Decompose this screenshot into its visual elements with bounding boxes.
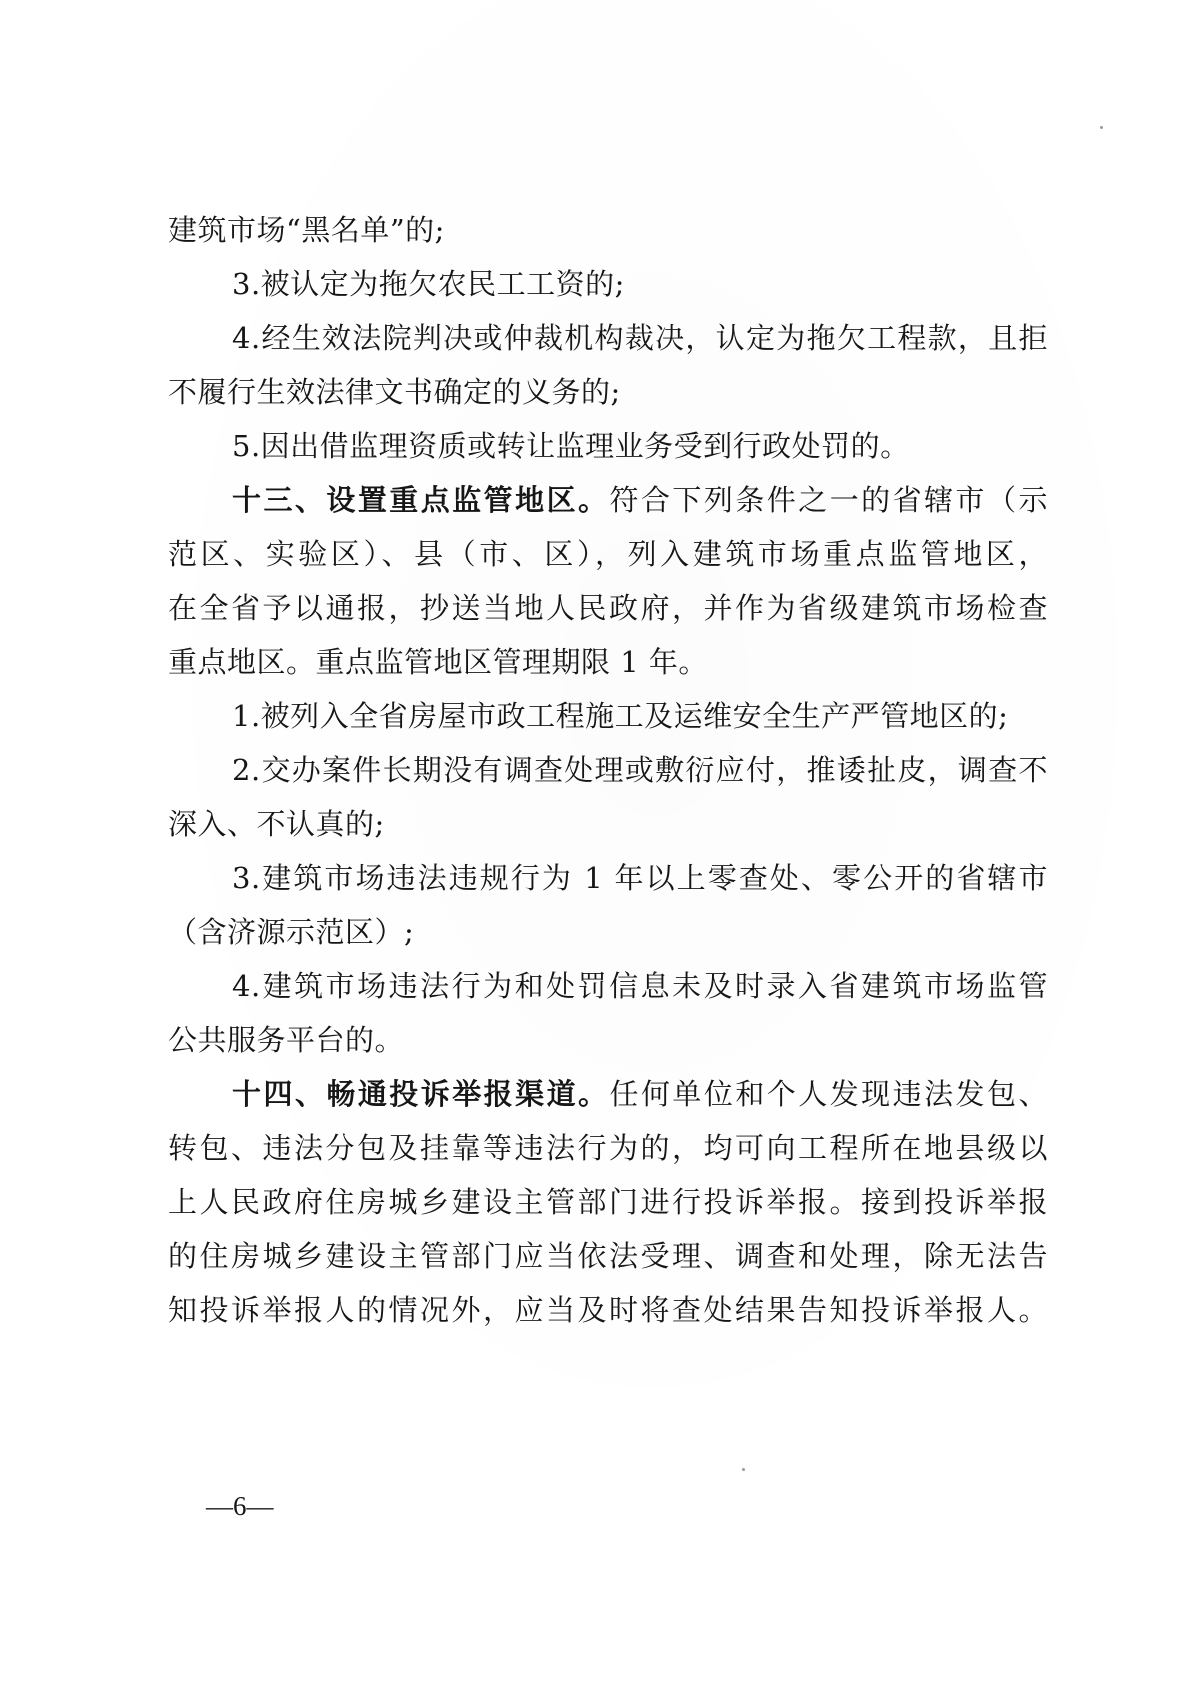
list-item: 3.建筑市场违法违规行为 1 年以上零查处、零公开的省辖市 bbox=[232, 861, 1048, 895]
body-line: 范区、实验区）、县（市、区），列入建筑市场重点监管地区， bbox=[168, 537, 1048, 571]
heading-13-text: 符合下列条件之一的省辖市（示 bbox=[609, 483, 1048, 517]
body-line: 的住房城乡建设主管部门应当依法受理、调查和处理，除无法告 bbox=[168, 1239, 1048, 1273]
list-item: 4.经生效法院判决或仲裁机构裁决，认定为拖欠工程款，且拒 bbox=[232, 321, 1048, 355]
body-line: 上人民政府住房城乡建设主管部门进行投诉举报。接到投诉举报 bbox=[168, 1185, 1048, 1219]
heading-13-title: 十三、设置重点监管地区。 bbox=[232, 483, 610, 517]
body-line: 重点地区。重点监管地区管理期限 1 年。 bbox=[168, 645, 708, 679]
body-line: 不履行生效法律文书确定的义务的; bbox=[168, 375, 621, 409]
body-line: （含济源示范区）; bbox=[168, 915, 415, 949]
heading-14-text: 任何单位和个人发现违法发包、 bbox=[609, 1077, 1048, 1111]
list-item: 1.被列入全省房屋市政工程施工及运维安全生产严管地区的; bbox=[232, 699, 1009, 733]
body-line: 转包、违法分包及挂靠等违法行为的，均可向工程所在地县级以 bbox=[168, 1131, 1048, 1165]
scan-speck bbox=[742, 1468, 745, 1471]
body-line: 深入、不认真的; bbox=[168, 807, 385, 841]
section-heading-14 bbox=[232, 1070, 1048, 1118]
list-item: 5.因出借监理资质或转让监理业务受到行政处罚的。 bbox=[232, 429, 910, 463]
body-line: 公共服务平台的。 bbox=[168, 1023, 405, 1057]
scan-speck bbox=[1100, 126, 1103, 129]
section-heading-13 bbox=[232, 476, 1048, 524]
heading-14-title: 十四、畅通投诉举报渠道。 bbox=[232, 1077, 610, 1111]
list-item: 2.交办案件长期没有调查处理或敷衍应付，推诿扯皮，调查不 bbox=[232, 753, 1048, 787]
list-item: 3.被认定为拖欠农民工工资的; bbox=[232, 267, 625, 301]
body-line: 知投诉举报人的情况外，应当及时将查处结果告知投诉举报人。 bbox=[168, 1293, 1048, 1327]
body-line: 建筑市场“黑名单”的; bbox=[168, 213, 445, 247]
page-number: —6— bbox=[206, 1491, 274, 1521]
body-line: 在全省予以通报，抄送当地人民政府，并作为省级建筑市场检查 bbox=[168, 591, 1048, 625]
list-item: 4.建筑市场违法行为和处罚信息未及时录入省建筑市场监管 bbox=[232, 969, 1048, 1003]
